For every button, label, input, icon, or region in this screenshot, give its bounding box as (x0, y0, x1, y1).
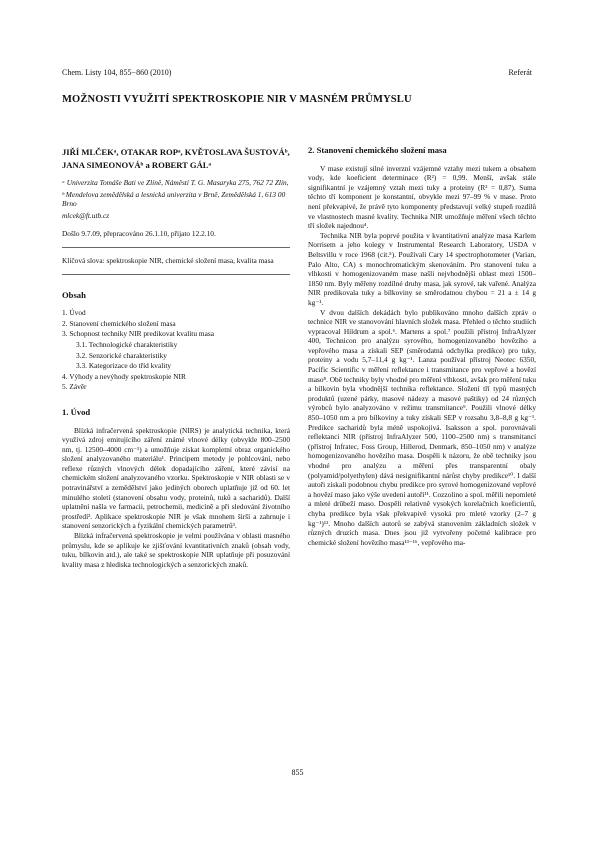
toc-item: 3. Schopnost techniky NIR predikovat kvalitu masa (62, 329, 214, 339)
section-label: Referát (508, 68, 532, 77)
paragraph: Blízká infračervená spektroskopie (NIRS) je analytická technika, která využívá zdroj emitujícího záření známé vlnové délky (obvykle 800–2500 nm, tj. 12500–4000 cm⁻¹) a umožňuje získat kompletní obraz organického složení analyzovaného materiálu¹. Principem metody je pohlcování, nebo reflexe různých vlnových délek dopadajícího záření, které závisí na chemickém složení analyzovaného vzorku. Spektroskopie v NIR oblasti se v potravinářství a zemědělství jako jediných oborech uplatňuje již od 60. let minulého století (stanovení obsahu vody, proteinů, tuků a sacharidů). Další uplatnění našla ve farmacii, petrochemii, medicíně a při sledování životního prostředí². Aplikace spektroskopie NIR je však mnohem širší a zahrnuje i stanovení senzorických a fyzikální chemických parametrů³. (62, 425, 290, 531)
section-heading-intro: 1. Úvod (62, 406, 91, 417)
submission-dates: Došlo 9.7.09, přepracováno 26.1.10, přijato 12.2.10. (62, 229, 216, 239)
affiliation-a: ᵃ Univerzita Tomáše Bati ve Zlíně, Náměstí T. G. Masaryka 275, 762 72 Zlín, (62, 178, 289, 187)
left-column (62, 146, 290, 569)
affiliations (62, 178, 290, 220)
affiliation-b: ᵇ Mendelova zemědělská a lesnická univerzita v Brně, Zemědělská 1, 613 00 Brno (62, 189, 286, 209)
toc-item: 2. Stanovení chemického složení masa (62, 318, 176, 328)
page-number: 855 (291, 768, 304, 777)
toc-item: 1. Úvod (62, 308, 86, 318)
paragraph: V mase existují silné inverzní vzájemné vztahy mezi tukem a obsahem vody, kde koeficient determinace (R²) = 0,99. Menší, avšak stále signifikantní je vzájemný vztah mezi tuky a proteiny (R² = 0,87). Suma těchto tří komponent je konstantní, obvykle mezi 97–99 % v mase. Proto není překvapivé, že právě tyto komponenty představují velký stupeň rozdílů ve vlastnostech masné kvality. Technika NIR umožňuje měření všech těchto tří složek najednou⁴. (308, 163, 536, 231)
paragraph: Technika NIR byla poprvé použita v kvantitativní analýze masa Karlem Norrisem a jeho kolegy v Instrumental Research Laboratory, USDA v Beltsvillu v roce 1968 (cit.⁵). Používali Cary 14 spectrophotometer (Varian, Palo Alto, CA) s monochromatickým skenováním. Pro stanovení tuku a vlhkosti v homogenizovaném mase našli nejvhodnější oblast mezi 1500–1850 nm. Byly měřeny rozdílné druhy masa, jak syrové, tak vařené. Analýza NIR predikovala tuky a bílkoviny se směrodatnou chybou = 21 a ± 14 g kg⁻¹. (308, 230, 536, 307)
divider (62, 247, 290, 248)
table-of-contents (62, 308, 290, 392)
divider (62, 274, 290, 275)
keywords: Klíčová slova: spektroskopie NIR, chemické složení masa, kvalita masa (62, 255, 274, 265)
toc-item: 4. Výhody a nevýhody spektroskopie NIR (62, 371, 186, 381)
paragraph: Blízká infračervená spektroskopie je velmi používána v oblasti masného průmyslu, kde se aplikuje ke zjišťování kvantitativních znaků (obsah vody, tuku, bílkovin atd.), ale také se spektroskopie NIR uplatňuje při posuzování kvality masa z hlediska technologických a senzorických znaků. (62, 531, 290, 569)
toc-item: 5. Závěr (62, 382, 87, 392)
paragraph: V dvou dalších dekádách bylo publikováno mnoho dalších zpráv o technice NIR ve stanovování hlavních složek masa. Přehled o těchto studiích vypracoval Hildrum a spol.⁶. Martens a spol.⁷ použili přístroj InfraAlyzer 400, Technicon pro analýzu syrového, homogenizovaného hovězího a vepřového masa a získali SEP (směrodatná odchylka predikce) pro tuky, proteiny a vodu 5,7–11,4 g kg⁻¹. Lanza používal přístroj Neotec 6350, Pacific Scientific v měření reflektance i transmitance pro vepřové a hovězí maso⁸. Obě techniky byly vhodné pro měření vlhkosti, avšak pro měření tuku a bílkovin byla vhodnější technika reflektance. Složení tří typů masných produktů (uzené párky, masové nádezy a masové paštiky) od 24 různých výrobců bylo analyzováno v režimu transmitance⁹. Použili vlnové délky 850–1050 nm a pro bílkoviny a tuky získali SEP v rozsahu 3,8–8,8 g kg⁻¹. Predikce sacharidů byla méně uspokojivá. Isaksson a spol. porovnávali reflektanci NIR (přístroj InfraAlyzer 500, 1100–2500 nm) s transmitancí (přístroj Infratec, Foss Group, Hillerod, Denmark, 850–1050 nm) v analýze homogenizovaného hovězího masa. Dospěli k názoru, že obě techniky jsou vhodné pro analýzu a měření přes transparentní obaly (polyamid/polyethylen) dává nesignifikantní nárůst chyby predikce¹⁰. I další autoři získali podobnou chybu predikce pro syrové homogenizované vepřové a hovězí maso jako výše uvedení autoři¹¹. Cozzolino a spol. měřili nepomleté a mleté drūbeží maso. Dospěli relativně vysokých korelačních koeficientů, chyba predikce byla však překvapivě vysoká pro mleté vzorky (2–7 g kg⁻¹)¹². Mnoho dalších autorů se zabývá stanovením základních složek v různých druzích masa. Dnes jsou již vytvořeny početné kalibrace pro chemické složení hovězího masa¹³⁻¹⁶, vepřového ma- (308, 307, 536, 547)
article-title: MOŽNOSTI VYUŽITÍ SPEKTROSKOPIE NIR V MASNÉM PRŮMYSLU (62, 94, 412, 105)
toc-heading: Obsah (62, 289, 86, 300)
journal-citation: Chem. Listy 104, 855−860 (2010) (62, 68, 172, 77)
section-heading-chemical: 2. Stanovení chemického složení masa (308, 145, 447, 155)
contact-email: mlcek@ft.utb.cz (62, 210, 110, 220)
toc-subitem: 3.3. Kategorizace do tříd kvality (76, 361, 172, 371)
toc-subitem: 3.1. Technologické charakteristiky (76, 339, 178, 349)
toc-subitem: 3.2. Senzorické charakteristiky (76, 350, 167, 360)
author-list: JIŘÍ MLČEKᵃ, OTAKAR ROPᵃ, KVĚTOSLAVA ŠUSTOVÁᵇ, JANA SIMEONOVÁᵇ a ROBERT GÁLᵃ (62, 147, 290, 170)
right-column (308, 146, 536, 547)
